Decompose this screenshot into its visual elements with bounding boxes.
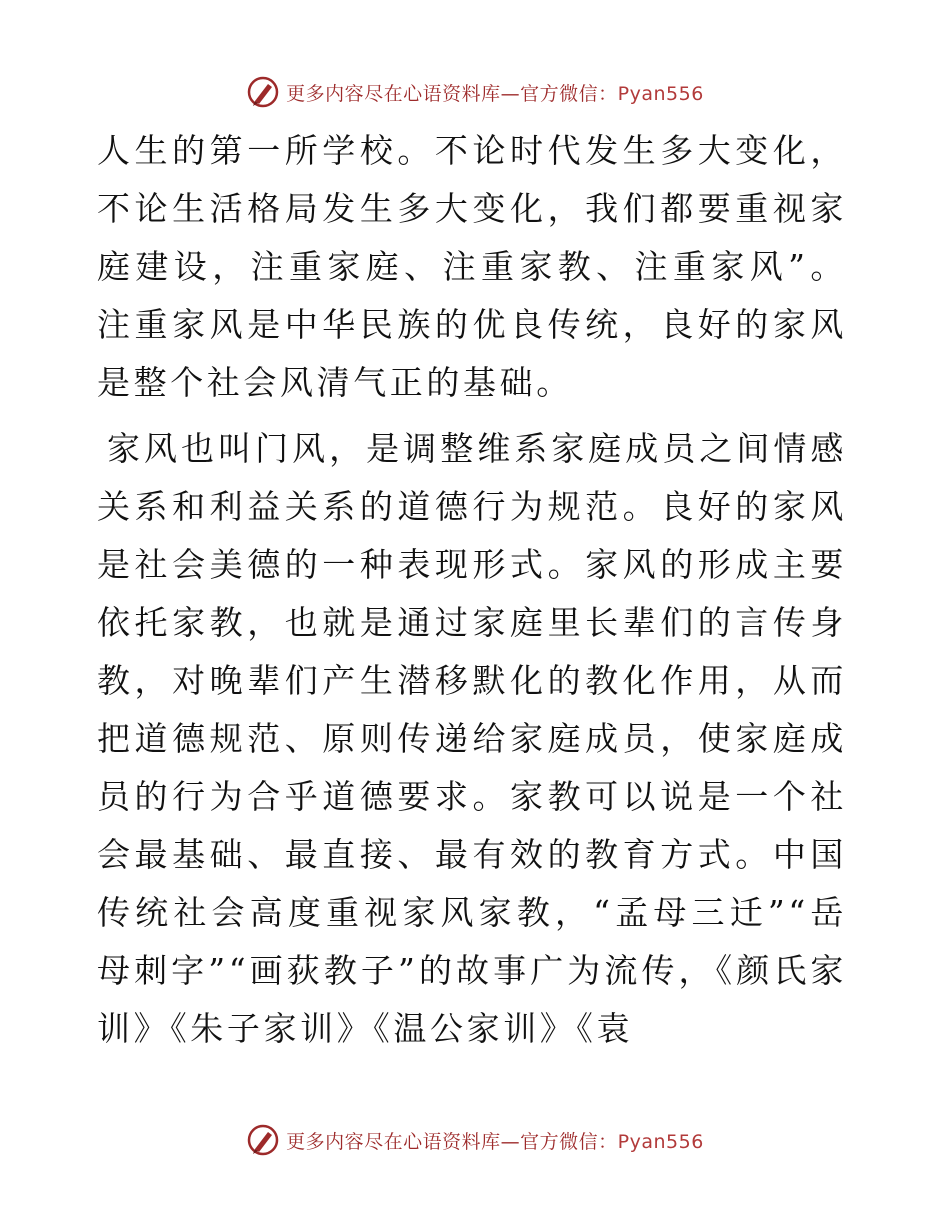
banner-text: 更多内容尽在心语资料库—官方微信：Pyan556 (286, 1130, 704, 1153)
banner-text: 更多内容尽在心语资料库—官方微信：Pyan556 (286, 82, 704, 105)
document-body (97, 122, 847, 1058)
paragraph-2: 家风也叫门风，是调整维系家庭成员之间情感关系和利益关系的道德行为规范。良好的家风是社会美德的一种表现形式。家风的形成主要依托家教，也就是通过家庭里长辈们的言传身教，对晚辈们产生潜移默化的教化作用，从而把道德规范、原则传递给家庭成员，使家庭成员的行为合乎道德要求。家教可以说是一个社会最基础、最直接、最有效的教育方式。中国传统社会高度重视家风家教，“孟母三迁”“岳母刺字”“画荻教子”的故事广为流传，《颜氏家训》《朱子家训》《温公家训》《袁 (97, 429, 847, 1048)
footer-banner (0, 1120, 950, 1160)
header-banner (0, 72, 950, 112)
wechat-handle: Pyan556 (617, 82, 704, 105)
wechat-handle: Pyan556 (617, 1130, 704, 1153)
pen-logo-icon (246, 75, 280, 109)
pen-logo-icon (246, 1123, 280, 1157)
paragraph-1: 人生的第一所学校。不论时代发生多大变化，不论生活格局发生多大变化，我们都要重视家庭建设，注重家庭、注重家教、注重家风”。注重家风是中华民族的优良传统，良好的家风是整个社会风清气正的基础。 (97, 131, 847, 402)
